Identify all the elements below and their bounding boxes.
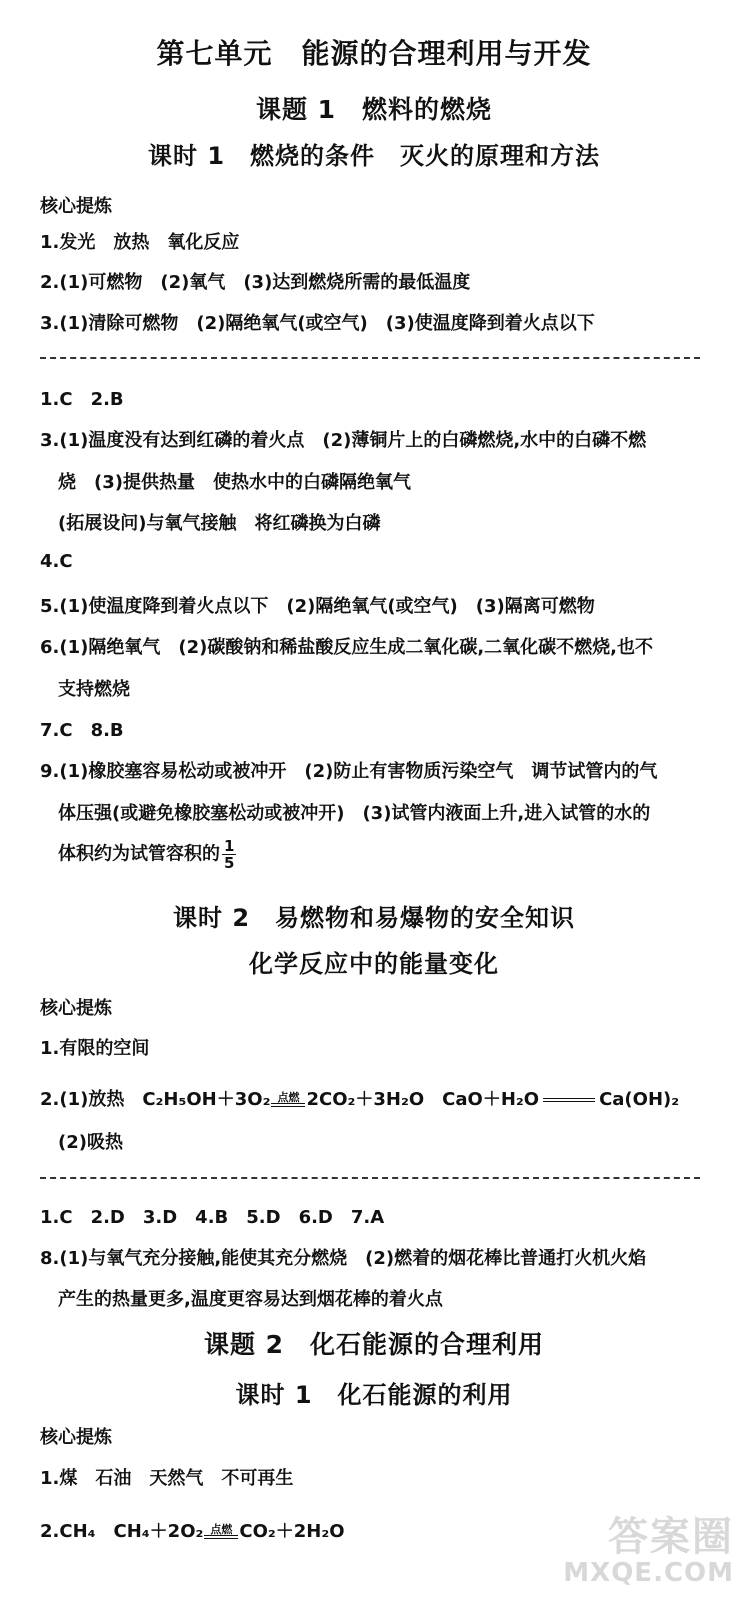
p1-answer-9a: 9.(1)橡胶塞容易松动或被冲开 (2)防止有害物质污染空气 调节试管内的气 — [40, 761, 658, 782]
lesson-2-title: 课题 2 化石能源的合理利用 — [203, 1330, 545, 1359]
p1-core-3: 3.(1)清除可燃物 (2)隔绝氧气(或空气) (3)使温度降到着火点以下 — [40, 313, 595, 334]
p1-answer-6b: 支持燃烧 — [58, 679, 130, 700]
p1-answer-1: 1.C 2.B — [40, 389, 124, 410]
dashed-divider-2 — [40, 1177, 700, 1179]
p2-answer-8b: 产生的热量更多,温度更容易达到烟花棒的着火点 — [58, 1289, 443, 1310]
double-line-sign — [543, 1098, 595, 1102]
p2-core-2-pre: 2.(1)放热 C₂H₅OH＋3O₂ — [40, 1089, 271, 1110]
unit-title: 第七单元 能源的合理利用与开发 — [156, 37, 592, 70]
lesson-1-title: 课题 1 燃料的燃烧 — [255, 95, 493, 124]
fraction-numerator: 1 — [224, 837, 235, 855]
p1-answer-5: 5.(1)使温度降到着火点以下 (2)隔绝氧气(或空气) (3)隔离可燃物 — [40, 596, 595, 617]
p2-core-2 — [40, 1085, 679, 1111]
core-label-2: 核心提炼 — [40, 998, 112, 1019]
period-1-title: 课时 1 燃烧的条件 灭火的原理和方法 — [147, 142, 601, 170]
p1-answer-4: 4.C — [40, 551, 73, 572]
reaction-condition — [271, 1093, 305, 1107]
core-label-1: 核心提炼 — [40, 196, 112, 217]
p2-core-2-post: Ca(OH)₂ — [599, 1089, 680, 1110]
p1-answer-3c: (拓展设问)与氧气接触 将红磷换为白磷 — [58, 513, 381, 534]
p1-answer-9b: 体压强(或避免橡胶塞松动或被冲开) (3)试管内液面上升,进入试管的水的 — [58, 803, 651, 824]
p1-answer-7: 7.C 8.B — [40, 720, 124, 741]
watermark-logo: 答案圈 — [608, 1514, 734, 1560]
condition-text: 点燃 — [210, 1523, 233, 1536]
core-label-3: 核心提炼 — [40, 1427, 112, 1448]
p3-core-2 — [40, 1517, 345, 1543]
p1-answer-9c — [58, 838, 236, 871]
fraction-denominator: 5 — [224, 854, 235, 872]
p2-core-1: 1.有限的空间 — [40, 1038, 150, 1059]
reaction-condition — [204, 1525, 238, 1539]
dashed-divider-1 — [40, 357, 700, 359]
period-2-title-a: 课时 2 易燃物和易爆物的安全知识 — [172, 904, 576, 932]
p2-core-2b: (2)吸热 — [58, 1132, 123, 1153]
p1-answer-3b: 烧 (3)提供热量 使热水中的白磷隔绝氧气 — [58, 472, 411, 493]
p3-core-1: 1.煤 石油 天然气 不可再生 — [40, 1468, 294, 1489]
p2-answer-8a: 8.(1)与氧气充分接触,能使其充分燃烧 (2)燃着的烟花棒比普通打火机火焰 — [40, 1248, 647, 1269]
fraction — [222, 838, 236, 871]
condition-text: 点燃 — [277, 1091, 300, 1104]
p1-core-1: 1.发光 放热 氧化反应 — [40, 232, 240, 253]
period-2-title-b: 化学反应中的能量变化 — [249, 950, 499, 978]
period-3-title: 课时 1 化石能源的利用 — [235, 1381, 513, 1409]
p1-answer-3a: 3.(1)温度没有达到红磷的着火点 (2)薄铜片上的白磷燃烧,水中的白磷不燃 — [40, 430, 647, 451]
p3-core-2-pre: 2.CH₄ CH₄＋2O₂ — [40, 1521, 204, 1542]
p2-core-2-mid: 2CO₂＋3H₂O CaO＋H₂O — [306, 1089, 540, 1110]
p1-answer-6a: 6.(1)隔绝氧气 (2)碳酸钠和稀盐酸反应生成二氧化碳,二氧化碳不燃烧,也不 — [40, 637, 653, 658]
p1-core-2: 2.(1)可燃物 (2)氧气 (3)达到燃烧所需的最低温度 — [40, 272, 471, 293]
p1-answer-9c-text: 体积约为试管容积的 — [58, 843, 220, 865]
watermark-url: MXQE.COM — [563, 1558, 734, 1588]
p3-core-2-post: CO₂＋2H₂O — [239, 1521, 345, 1542]
p2-answer-1: 1.C 2.D 3.D 4.B 5.D 6.D 7.A — [40, 1207, 385, 1228]
